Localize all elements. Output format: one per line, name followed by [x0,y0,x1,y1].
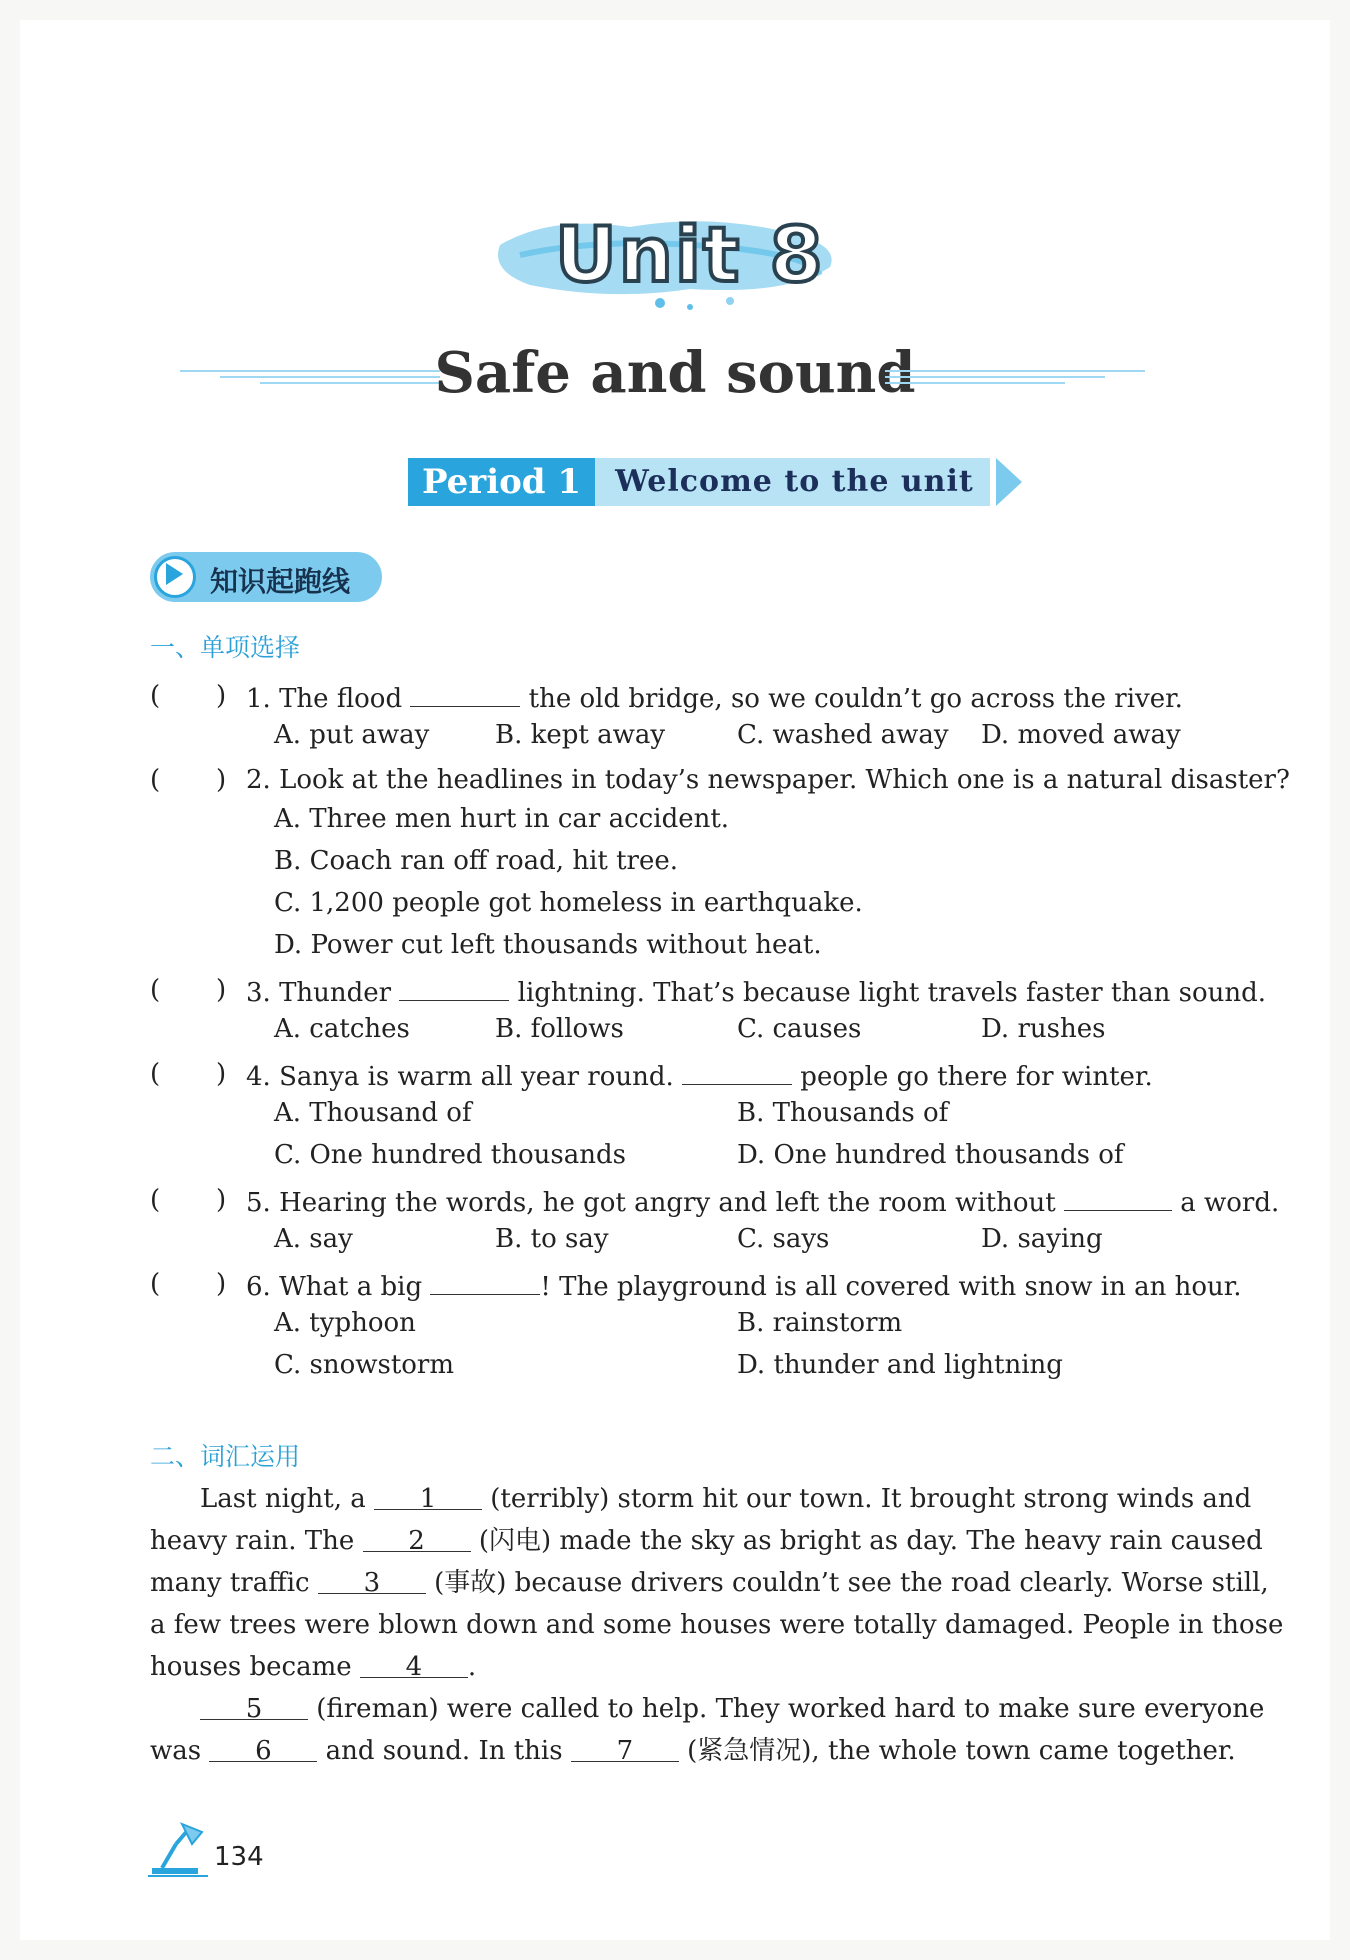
passage-line: was 6 and sound. In this 7 (紧急情况), the whole town came together. [150,1731,1236,1771]
answer-blank[interactable]: 1 [374,1479,482,1510]
period-bar [408,458,1022,506]
question-1: 1. The flood the old bridge, so we couldn’t go across the river. [246,676,1183,719]
option: C. snowstorm [274,1350,455,1380]
question-6: 6. What a big ! The playground is all covered with snow in an hour. [246,1264,1242,1307]
option: B. Coach ran off road, hit tree. [274,846,679,876]
question-4: 4. Sanya is warm all year round. people go there for winter. [246,1054,1153,1097]
answer-blank[interactable]: 5 [200,1689,308,1720]
page-number: 134 [214,1842,264,1872]
passage-line: a few trees were blown down and some houses were totally damaged. People in those [150,1610,1284,1640]
option: D. thunder and lightning [737,1350,1063,1380]
answer-blank[interactable] [430,1264,540,1295]
unit-title: Safe and sound [434,340,916,406]
option: C. causes [737,1014,862,1044]
option: A. typhoon [274,1308,416,1338]
answer-paren-close: ) [216,1269,227,1299]
option: D. saying [981,1224,1103,1254]
answer-paren[interactable]: ( [150,975,161,1005]
answer-blank[interactable]: 4 [360,1647,468,1678]
option: A. catches [274,1014,410,1044]
answer-paren[interactable]: ( [150,765,161,795]
arrow-right-icon [996,458,1022,506]
option: C. 1,200 people got homeless in earthquake. [274,888,863,918]
option: B. follows [495,1014,624,1044]
answer-paren-close: ) [216,765,227,795]
part1-heading: 一、单项选择 [150,633,301,662]
answer-paren[interactable]: ( [150,1269,161,1299]
question-2: 2. Look at the headlines in today’s newspaper. Which one is a natural disaster? [246,765,1290,795]
passage-line: 5 (fireman) were called to help. They worked hard to make sure everyone [200,1689,1264,1729]
answer-paren-close: ) [216,681,227,711]
question-3: 3. Thunder lightning. That’s because light travels faster than sound. [246,970,1266,1013]
option: B. Thousands of [737,1098,949,1128]
option: C. says [737,1224,830,1254]
option: A. say [274,1224,353,1254]
part2-heading: 二、词汇运用 [150,1442,301,1471]
answer-blank[interactable] [682,1054,792,1085]
answer-paren-close: ) [216,1185,227,1215]
answer-paren[interactable]: ( [150,1059,161,1089]
answer-blank[interactable]: 7 [571,1731,679,1762]
passage-line: houses became 4 . [150,1647,476,1687]
answer-blank[interactable] [1064,1180,1172,1211]
answer-blank[interactable]: 2 [363,1521,471,1552]
option: D. rushes [981,1014,1106,1044]
period-name: Welcome to the unit [595,458,990,506]
answer-paren[interactable]: ( [150,681,161,711]
answer-paren-close: ) [216,975,227,1005]
answer-blank[interactable]: 3 [318,1563,426,1594]
question-5: 5. Hearing the words, he got angry and left the room without a word. [246,1180,1279,1223]
option: A. Thousand of [274,1098,472,1128]
passage-line: Last night, a 1 (terribly) storm hit our town. It brought strong winds and [200,1479,1251,1519]
play-icon [166,563,183,585]
option: B. rainstorm [737,1308,903,1338]
option: B. to say [495,1224,609,1254]
desk-lamp-icon [148,1818,208,1878]
option: A. Three men hurt in car accident. [274,804,730,834]
option: D. moved away [981,720,1181,750]
option: A. put away [274,720,430,750]
answer-blank[interactable]: 6 [209,1731,317,1762]
title-decor-right [885,367,1145,387]
passage-line: many traffic 3 (事故) because drivers couldn’t see the road clearly. Worse still, [150,1563,1269,1603]
unit-label: Unit 8 [555,210,825,299]
option: D. Power cut left thousands without heat. [274,930,822,960]
answer-paren[interactable]: ( [150,1185,161,1215]
answer-paren-close: ) [216,1059,227,1089]
option: C. washed away [737,720,949,750]
answer-blank[interactable] [410,676,520,707]
answer-blank[interactable] [399,970,509,1001]
passage-line: heavy rain. The 2 (闪电) made the sky as bright as day. The heavy rain caused [150,1521,1263,1561]
period-number: Period 1 [408,458,595,506]
option: B. kept away [495,720,666,750]
option: C. One hundred thousands [274,1140,626,1170]
section-badge-label: 知识起跑线 [210,565,351,598]
section-badge [150,552,382,602]
option: D. One hundred thousands of [737,1140,1124,1170]
